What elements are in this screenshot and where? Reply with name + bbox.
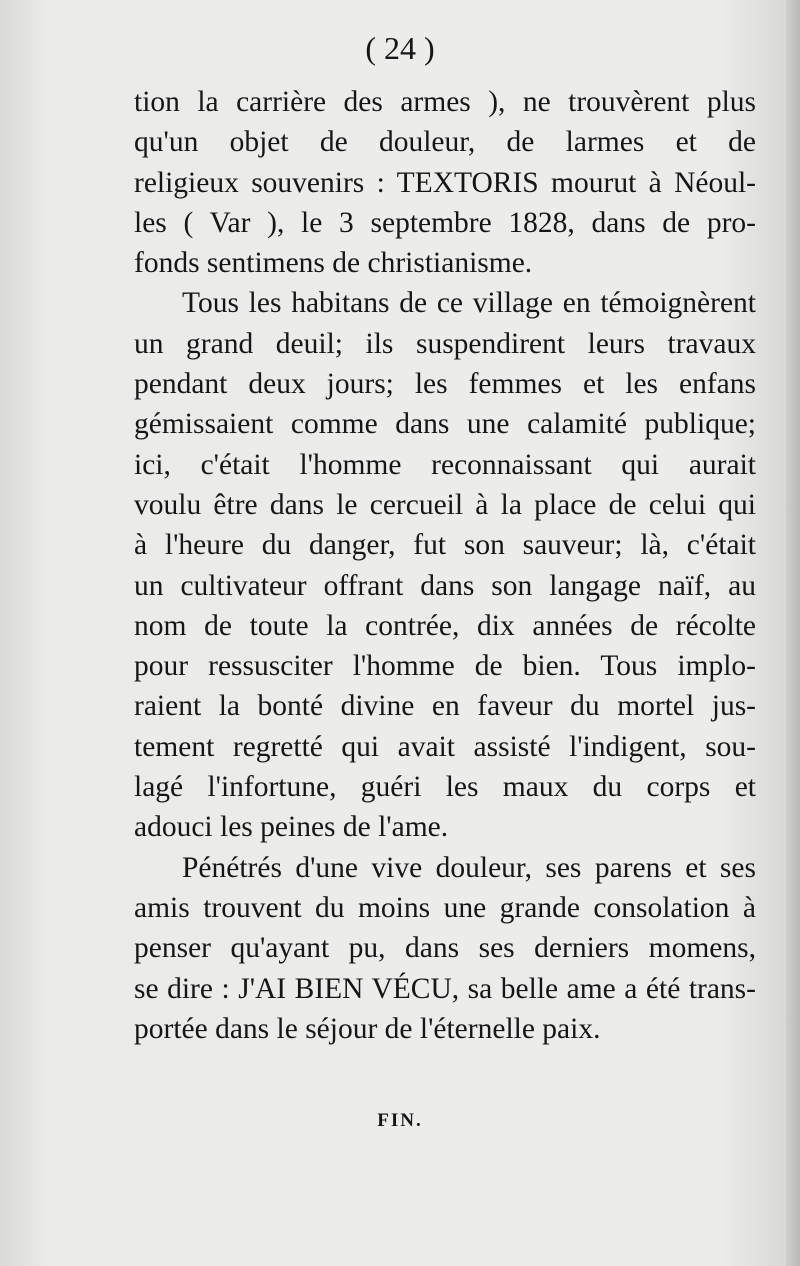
body-text [134,82,756,1049]
page-number: ( 24 ) [365,30,435,66]
text-line: se dire : J'AI BIEN VÉCU, sa belle ame a été trans- [134,972,756,1005]
text-line: pendant deux jours; les femmes et les enfans [134,368,756,401]
text-line: ici, c'était l'homme reconnaissant qui aurait [134,448,756,481]
text-line: pour ressusciter l'homme de bien. Tous implo- [134,650,756,683]
text-line: tion la carrière des armes ), ne trouvèrent plus [134,86,756,118]
text-line: voulu être dans le cercueil à la place de celui qui [134,488,756,521]
text-line: penser qu'ayant pu, dans ses derniers momens, [134,932,756,965]
text-line: nom de toute la contrée, dix années de récolte [134,609,756,642]
paragraph [134,82,756,283]
text-line: portée dans le séjour de l'éternelle paix. [134,1012,601,1045]
text-line: Tous les habitans de ce village en témoignèrent [182,287,756,320]
text-line: raient la bonté divine en faveur du mortel jus- [134,690,756,723]
text-line: un cultivateur offrant dans son langage naïf, au [134,569,756,602]
text-line: un grand deuil; ils suspendirent leurs travaux [134,327,756,360]
text-line: les ( Var ), le 3 septembre 1828, dans de pro- [134,206,756,239]
text-line: fonds sentimens de christianisme. [134,247,533,280]
paragraph [134,283,756,847]
paragraph [134,848,756,1049]
text-line: qu'un objet de douleur, de larmes et de [134,126,756,159]
text-line: à l'heure du danger, fut son sauveur; là, c'était [134,529,756,562]
page-edge [786,0,800,1266]
text-line: Pénétrés d'une vive douleur, ses parens et ses [182,851,756,884]
text-line: lagé l'infortune, guéri les maux du corps et [134,771,756,804]
text-line: tement regretté qui avait assisté l'indigent, sou- [134,730,756,763]
end-mark: FIN. [377,1110,423,1131]
text-line: religieux souvenirs : TEXTORIS mourut à Néoul- [134,166,756,199]
text-line: amis trouvent du moins une grande consolation à [134,891,756,924]
text-line: gémissaient comme dans une calamité publique; [134,408,756,441]
text-line: adouci les peines de l'ame. [134,811,449,844]
